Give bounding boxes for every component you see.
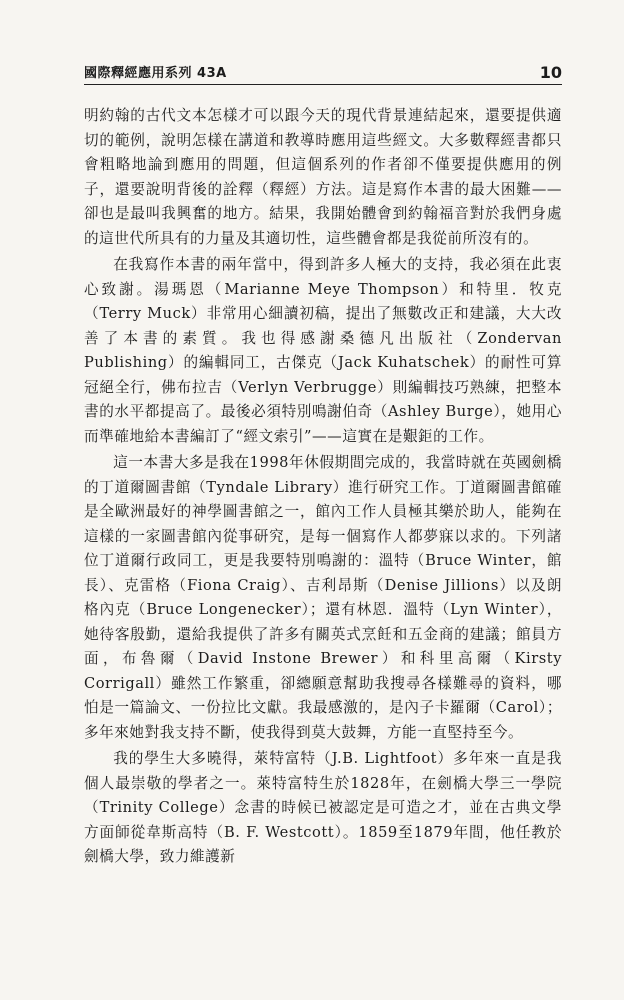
paragraph-2: 在我寫作本書的兩年當中，得到許多人極大的支持，我必須在此衷心致謝。湯瑪恩（Marianne Meye Thompson）和特里．牧克（Terry Muck）非常用心細讀初稿，提出了無數改正和建議，大大改善了本書的素質。我也得感謝桑德凡出版社（Zondervan Publishing）的編輯同工，古傑克（Jack Kuhatschek）的耐性可算冠絕全行，佛布拉吉（Verlyn Verbrugge）則編輯技巧熟練，把整本書的水平都提高了。最後必須特別鳴謝伯奇（Ashley Burge），她用心而準確地給本書編訂了“經文索引”——這實在是艱鉅的工作。	[84, 256, 562, 445]
running-header	[84, 58, 562, 85]
paragraph-1: 明約翰的古代文本怎樣才可以跟今天的現代背景連結起來，還要提供適切的範例，說明怎樣在講道和教導時應用這些經文。大多數釋經書都只會粗略地論到應用的問題，但這個系列的作者卻不僅要提供應用的例子，還要說明背後的詮釋（釋經）方法。這是寫作本書的最大困難——卻也是最叫我興奮的地方。結果，我開始體會到約翰福音對於我們身處的這世代所具有的力量及其適切性，這些體會都是我從前所沒有的。	[84, 107, 562, 247]
paragraph-3: 這一本書大多是我在1998年休假期間完成的，我當時就在英國劍橋的丁道爾圖書館（Tyndale Library）進行研究工作。丁道爾圖書館確是全歐洲最好的神學圖書館之一，館內工作人員極其樂於助人，能夠在這樣的一家圖書館內從事研究，是每一個寫作人都夢寐以求的。下列諸位丁道爾行政同工，更是我要特別鳴謝的：溫特（Bruce Winter，館長）、克雷格（Fiona Craig）、吉利昂斯（Denise Jillions）以及朗格內克（Bruce Longenecker）；還有林恩．溫特（Lyn Winter），她待客殷勤，還給我提供了許多有關英式烹飪和五金商的建議；館員方面，布魯爾（David Instone Brewer）和科里高爾（Kirsty Corrigall）雖然工作繁重，卻總願意幫助我搜尋各樣難尋的資料，哪怕是一篇論文、一份拉比文獻。我最感激的，是內子卡羅爾（Carol）；多年來她對我支持不斷，使我得到莫大鼓舞，方能一直堅持至今。	[84, 454, 562, 741]
body-text	[84, 104, 562, 870]
series-title: 國際釋經應用系列 43A	[84, 66, 227, 81]
paragraph-4: 我的學生大多曉得，萊特富特（J.B. Lightfoot）多年來一直是我個人最崇敬的學者之一。萊特富特生於1828年，在劍橋大學三一學院（Trinity College）念書的時候已被認定是可造之才，並在古典文學方面師從韋斯高特（B. F. Westcott）。1859至1879年間，他任教於劍橋大學，致力維護新	[84, 750, 562, 865]
page-number: 10	[539, 63, 562, 82]
